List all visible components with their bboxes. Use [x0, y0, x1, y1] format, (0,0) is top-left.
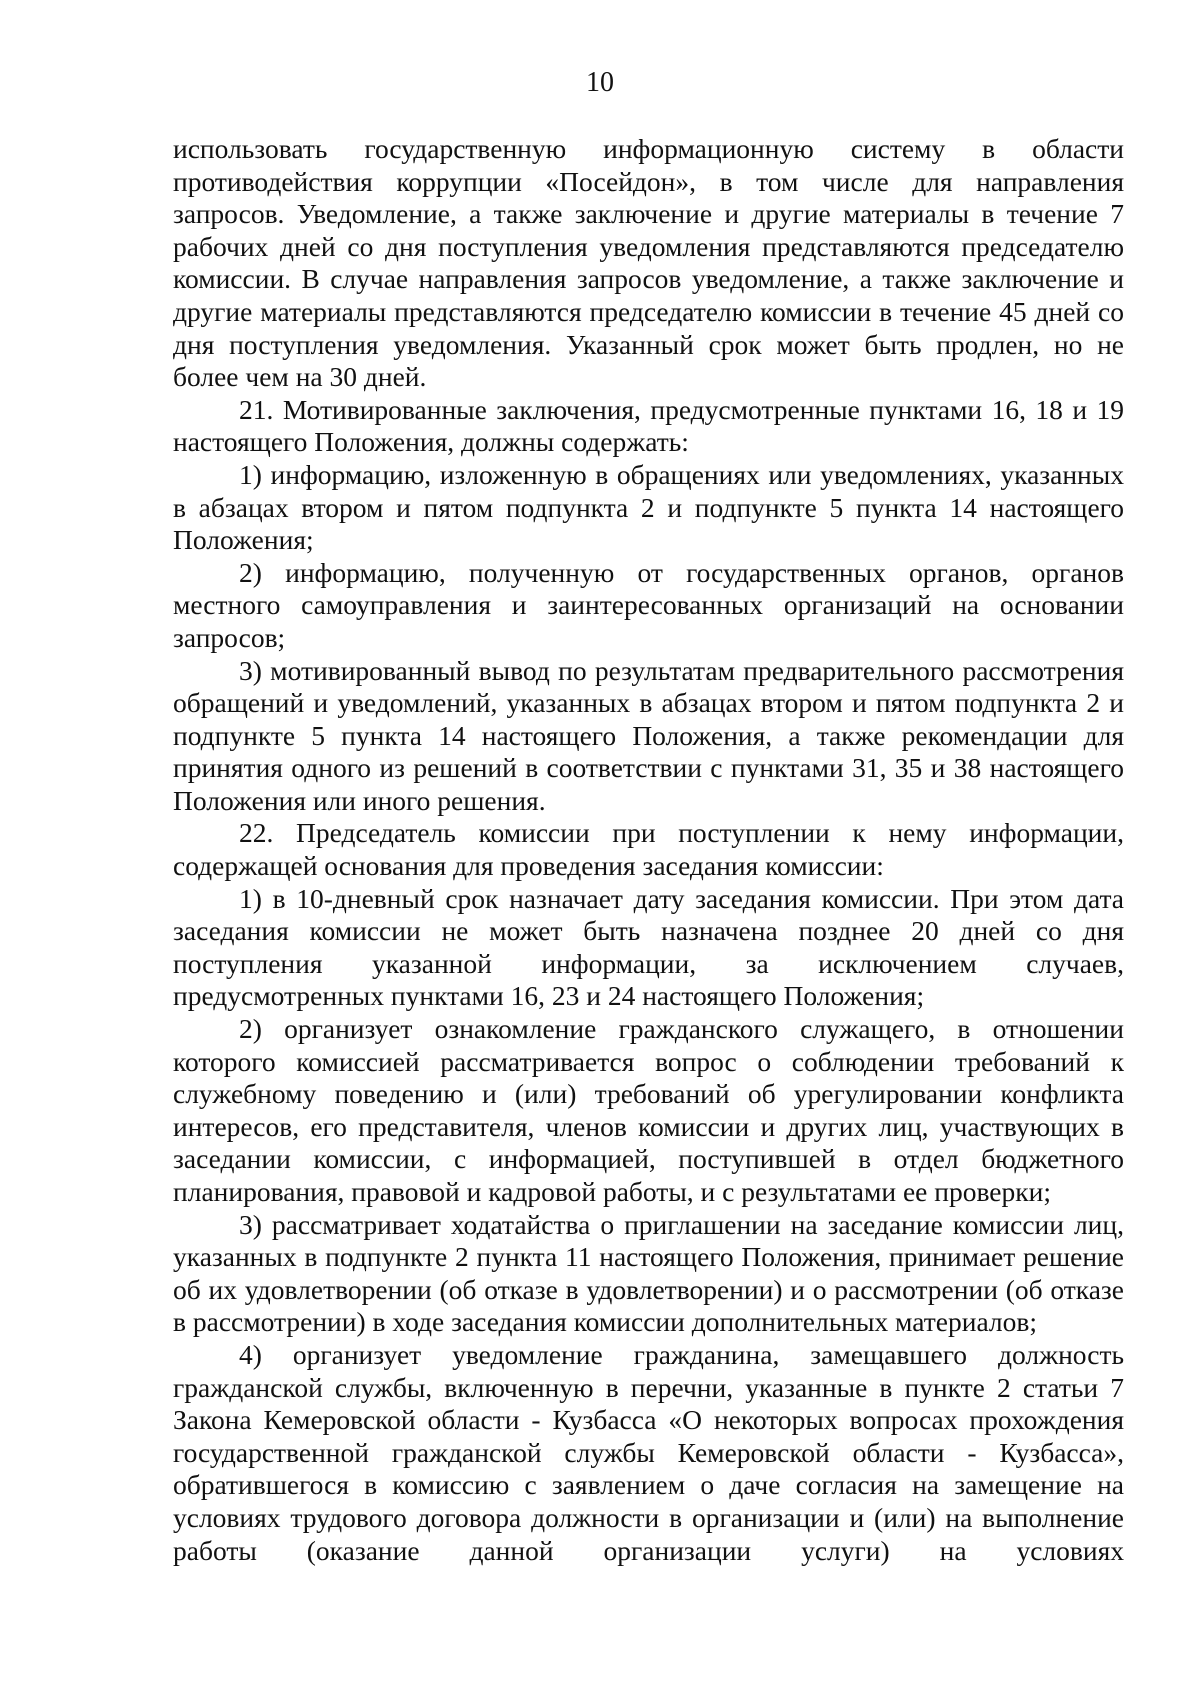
paragraph-item-22-2: 2) организует ознакомление гражданского служащего, в отношении которого комиссией рассматривается вопрос о соблюдении требований к служебному поведению и (или) требований об урегулировании конфликта интересов, его представителя, членов комиссии и других лиц, участвующих в заседании комиссии, с информацией, поступившей в отдел бюджетного планирования, правовой и кадровой работы, и с результатами ее проверки; — [173, 1013, 1124, 1207]
paragraph-item-21-2: 2) информацию, полученную от государственных органов, органов местного самоуправления и заинтересованных организаций на основании запросов; — [173, 556, 1124, 653]
document-body — [173, 133, 1124, 1567]
page-number: 10 — [586, 67, 614, 98]
paragraph-item-22: 22. Председатель комиссии при поступлении к нему информации, содержащей основания для проведения заседания комиссии: — [173, 817, 1124, 882]
paragraph-item-21-1: 1) информацию, изложенную в обращениях или уведомлениях, указанных в абзацах втором и пятом подпункта 2 и подпункте 5 пункта 14 настоящего Положения; — [173, 458, 1124, 556]
paragraph-item-22-3: 3) рассматривает ходатайства о приглашении на заседание комиссии лиц, указанных в подпункте 2 пункта 11 настоящего Положения, принимает решение об их удовлетворении (об отказе в удовлетворении) и о рассмотрении (об отказе в рассмотрении) в ходе заседания комиссии дополнительных материалов; — [173, 1208, 1124, 1338]
paragraph-item-21: 21. Мотивированные заключения, предусмотренные пунктами 16, 18 и 19 настоящего Положения, должны содержать: — [173, 393, 1124, 458]
paragraph-item-22-4: 4) организует уведомление гражданина, замещавшего должность гражданской службы, включенную в перечни, указанные в пункте 2 статьи 7 Закона Кемеровской области - Кузбасса «О некоторых вопросах прохождения государственной гражданской службы Кемеровской области - Кузбасса», обратившегося в комиссию с заявлением о даче согласия на замещение на условиях трудового договора должности в организации и (или) на выполнение работы (оказание данной организации услуги) на условиях — [173, 1338, 1124, 1566]
paragraph-item-22-1: 1) в 10-дневный срок назначает дату заседания комиссии. При этом дата заседания комиссии не может быть назначена позднее 20 дней со дня поступления указанной информации, за исключением случаев, предусмотренных пунктами 16, 23 и 24 настоящего Положения; — [173, 882, 1124, 1012]
paragraph-item-21-3: 3) мотивированный вывод по результатам предварительного рассмотрения обращений и уведомлений, указанных в абзацах втором и пятом подпункта 2 и подпункте 5 пункта 14 настоящего Положения, а также рекомендации для принятия одного из решений в соответствии с пунктами 31, 35 и 38 настоящего Положения или иного решения. — [173, 654, 1124, 816]
paragraph-continuation: использовать государственную информационную систему в области противодействия коррупции «Посейдон», в том числе для направления запросов. Уведомление, а также заключение и другие материалы в течение 7 рабочих дней со дня поступления уведомления представляются председателю комиссии. В случае направления запросов уведомление, а также заключение и другие материалы представляются председателю комиссии в течение 45 дней со дня поступления уведомления. Указанный срок может быть продлен, но не более чем на 30 дней. — [173, 133, 1124, 393]
